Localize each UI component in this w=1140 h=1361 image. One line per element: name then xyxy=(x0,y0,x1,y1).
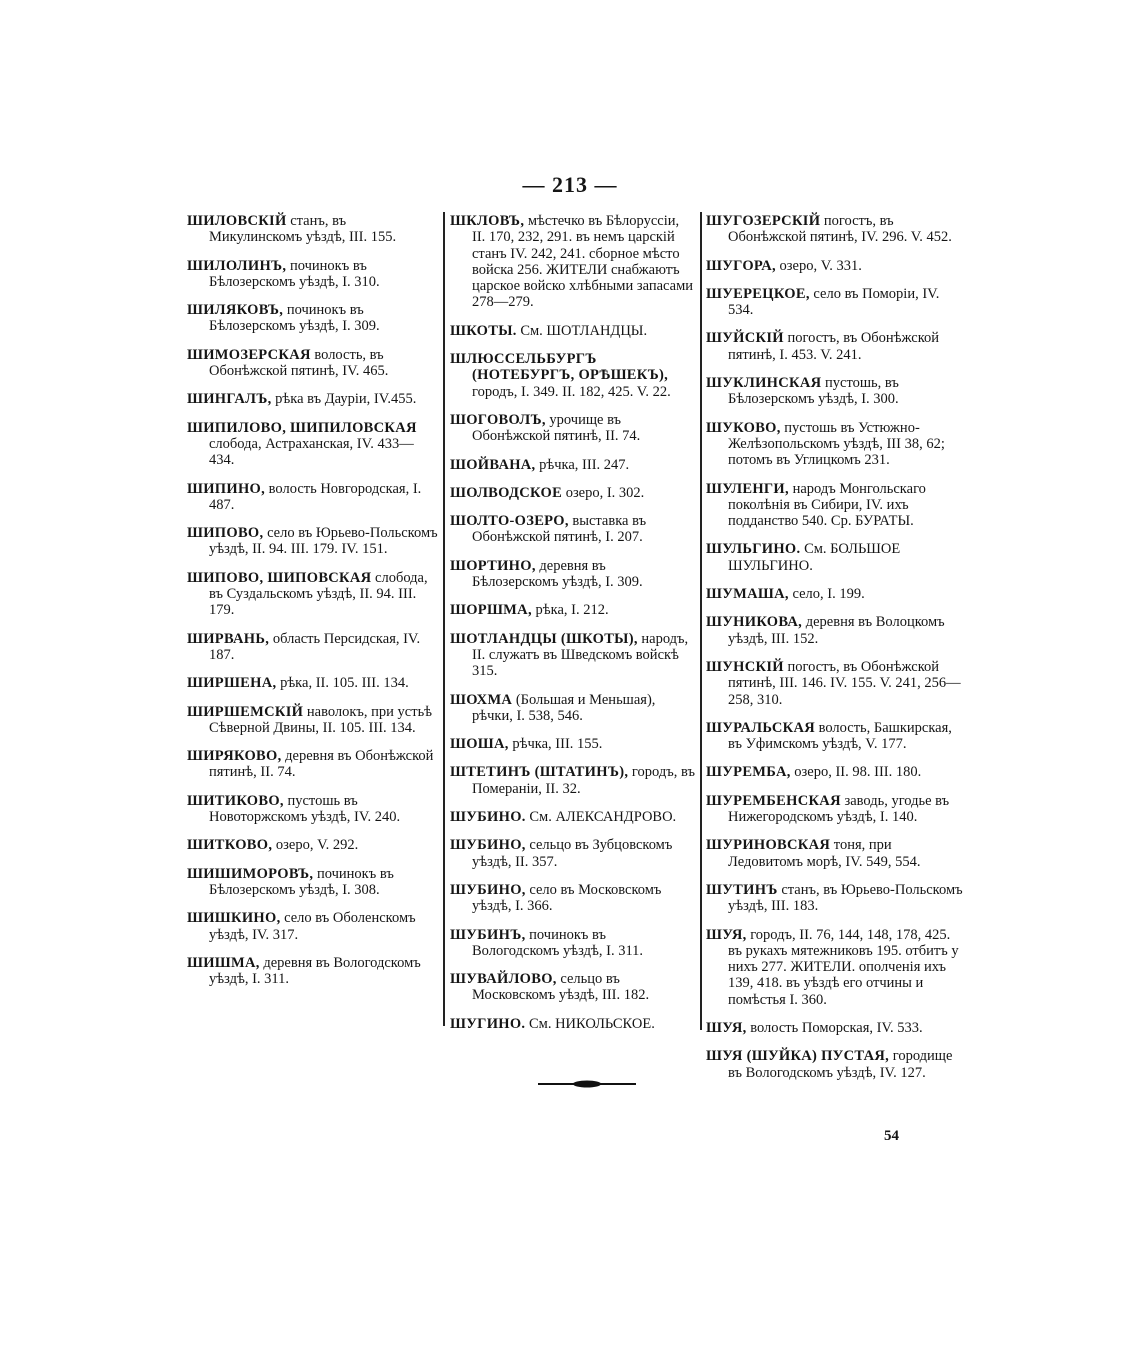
entry-headword: ШОРШМА, xyxy=(450,602,532,619)
entry-headword: ШУГОРА, xyxy=(706,257,776,274)
entry-text: См. АЛЕКСАНДРОВО. xyxy=(525,809,677,826)
index-entry xyxy=(706,882,966,915)
entry-headword: ШОРТИНО, xyxy=(450,557,536,574)
entry-headword: ШЛЮССЕЛЬБУРГЪ (НОТЕБУРГЪ, ОРѢШЕКЪ), xyxy=(450,351,669,384)
entry-headword: ШИЛОЛИНЪ, xyxy=(187,257,287,274)
index-entry xyxy=(187,793,439,826)
entry-headword: ШУБИНО, xyxy=(450,881,526,898)
entry-headword: ШИНГАЛЪ, xyxy=(187,391,272,408)
entry-headword: ШИРЯКОВО, xyxy=(187,748,282,765)
entry-text: село въ Юрьево-Польскомъ уѣздѣ, II. 94. III. 179. IV. 151. xyxy=(209,525,438,558)
entry-text: деревня въ Обонѣжской пятинѣ, II. 74. xyxy=(209,748,434,781)
index-entry xyxy=(450,323,695,339)
entry-text: волость, въ Обонѣжской пятинѣ, IV. 465. xyxy=(209,346,389,380)
entry-text: пустошь въ Устюжно-Желѣзопольскомъ уѣздѣ, III 38, 62; потомъ въ Углицкомъ 231. xyxy=(728,419,945,469)
index-entry xyxy=(187,837,439,853)
entry-text: рѣка въ Дауріи, IV.455. xyxy=(271,391,417,408)
entry-text: слобода, Астраханская, IV. 433—434. xyxy=(209,435,414,469)
entry-text: рѣка, II. 105. III. 134. xyxy=(276,675,409,692)
entry-text: починокъ въ Бѣлозерскомъ уѣздѣ, I. 310. xyxy=(209,257,380,290)
entry-headword: ШОХМА xyxy=(450,691,513,708)
entry-headword: ШУЛЕНГИ, xyxy=(706,480,789,497)
entry-headword: ШУЯ, xyxy=(706,1019,747,1036)
entry-headword: ШУРЕМБА, xyxy=(706,764,791,781)
index-entry xyxy=(706,1020,966,1036)
entry-headword: ШТЕТИНЪ (ШТАТИНЪ), xyxy=(450,764,629,781)
entry-text: волость, Башкирская, въ Уфимскомъ уѣздѣ, V. 177. xyxy=(728,719,952,753)
printer-signature: 54 xyxy=(884,1128,899,1144)
index-entry xyxy=(450,412,695,445)
entry-text: починокъ въ Бѣлозерскомъ уѣздѣ, I. 309. xyxy=(209,302,380,335)
entry-headword: ШОГОВОЛЪ, xyxy=(450,411,546,428)
index-entry xyxy=(706,837,966,870)
entry-headword: ШУБИНО. xyxy=(450,809,526,826)
entry-text: народъ Монгольскаго поколѣнія въ Сибири, IV. ихъ подданство 540. Ср. БУРАТЫ. xyxy=(728,480,926,530)
column-divider xyxy=(700,212,702,1030)
index-entry xyxy=(706,481,966,530)
index-entry xyxy=(706,764,966,780)
entry-text: городъ, въ Помераніи, II. 32. xyxy=(472,764,695,797)
index-entry xyxy=(450,692,695,725)
entry-text: городъ, II. 76, 144, 148, 178, 425. въ рукахъ мятежниковъ 195. отбитъ у нихъ 277. ЖИТЕЛИ. ополченія ихъ 139, 418. въ уѣздѣ его отчины и помѣстья I. 360. xyxy=(728,926,959,1008)
index-entry xyxy=(450,971,695,1004)
entry-headword: ШУРИНОВСКАЯ xyxy=(706,837,831,854)
entry-text: область Персидская, IV. 187. xyxy=(209,630,421,663)
index-entry xyxy=(706,793,966,826)
entry-text: (Большая и Меньшая), рѣчки, I. 538, 546. xyxy=(472,691,656,724)
entry-text: мѣстечко въ Бѣлоруссіи, II. 170, 232, 291. въ немъ царскій станъ IV. 242, 241. сборное мѣсто войска 256. ЖИТЕЛИ снабжаютъ царское войско хлѣбными запасами 278—279. xyxy=(472,213,694,311)
index-entry xyxy=(187,910,439,943)
entry-headword: ШУГИНО. xyxy=(450,1015,526,1032)
entry-headword: ШУГОЗЕРСКІЙ xyxy=(706,213,821,229)
entry-headword: ШУЯ (ШУЙКА) ПУСТАЯ, xyxy=(706,1048,890,1065)
entry-headword: ШУЕРЕЦКОЕ, xyxy=(706,285,810,302)
index-entry xyxy=(187,420,439,469)
index-entry xyxy=(706,420,966,469)
entry-headword: ШУКЛИНСКАЯ xyxy=(706,375,822,392)
index-entry xyxy=(450,213,695,311)
entry-text: погостъ, въ Обонѣжской пятинѣ, IV. 296. V. 452. xyxy=(728,213,952,246)
entry-text: починокъ въ Бѣлозерскомъ уѣздѣ, I. 308. xyxy=(209,865,394,898)
index-entry xyxy=(450,558,695,591)
entry-text: народъ, II. служатъ въ Шведскомъ войскѣ 315. xyxy=(472,630,689,680)
entry-text: деревня въ Вологодскомъ уѣздѣ, I. 311. xyxy=(209,954,421,988)
index-column-2 xyxy=(450,213,695,1044)
entry-headword: ШУБИНО, xyxy=(450,837,526,854)
entry-text: рѣка, I. 212. xyxy=(531,602,609,619)
page-number: — 213 — xyxy=(522,172,618,197)
entry-headword: ШУЙСКІЙ xyxy=(706,330,784,347)
index-entry xyxy=(450,736,695,752)
entry-headword: ШИПОВО, ШИПОВСКАЯ xyxy=(187,569,372,586)
index-entry xyxy=(450,631,695,680)
index-entry xyxy=(187,347,439,380)
entry-text: наволокъ, при устьѣ Сѣверной Двины, II. 105. III. 134. xyxy=(209,703,433,736)
entry-headword: ШУНСКІЙ xyxy=(706,658,784,675)
entry-headword: ШИРВАНЬ, xyxy=(187,630,270,647)
index-entry xyxy=(706,286,966,319)
index-entry xyxy=(450,809,695,825)
index-entry xyxy=(187,955,439,988)
column-divider xyxy=(443,212,445,1026)
index-entry xyxy=(187,481,439,514)
index-entry xyxy=(706,1048,966,1081)
entry-text: станъ, въ Микулинскомъ уѣздѣ, III. 155. xyxy=(209,213,397,246)
entry-text: урочище въ Обонѣжской пятинѣ, II. 74. xyxy=(472,411,641,445)
entry-text: село, I. 199. xyxy=(788,586,865,603)
entry-text: сельцо въ Зубцовскомъ уѣздѣ, II. 357. xyxy=(472,837,673,870)
index-entry xyxy=(450,513,695,546)
index-entry xyxy=(187,866,439,899)
entry-text: рѣчка, III. 155. xyxy=(508,736,603,753)
index-column-1 xyxy=(187,213,439,999)
index-entry xyxy=(450,882,695,915)
index-entry xyxy=(706,659,966,708)
entry-text: озеро, V. 292. xyxy=(272,837,359,854)
entry-headword: ШИРШЕНА, xyxy=(187,675,277,692)
index-entry xyxy=(706,720,966,753)
entry-text: тоня, при Ледовитомъ морѣ, IV. 549, 554. xyxy=(728,837,921,870)
index-entry xyxy=(450,485,695,501)
entry-headword: ШИШМА, xyxy=(187,954,260,971)
entry-headword: ШОЛТО-ОЗЕРО, xyxy=(450,513,569,530)
entry-headword: ШИЛОВСКІЙ xyxy=(187,213,287,229)
entry-headword: ШУБИНЪ, xyxy=(450,926,526,943)
index-entry xyxy=(187,391,439,407)
entry-text: рѣчка, III. 247. xyxy=(535,456,630,473)
entry-text: См. ШОТЛАНДЦЫ. xyxy=(516,322,648,339)
index-entry xyxy=(706,541,966,574)
entry-text: озеро, II. 98. III. 180. xyxy=(790,764,922,781)
entry-text: погостъ, въ Обонѣжской пятинѣ, III. 146. IV. 155. V. 241, 256—258, 310. xyxy=(728,658,961,708)
entry-headword: ШИПИНО, xyxy=(187,480,266,497)
index-entry xyxy=(187,525,439,558)
index-entry xyxy=(450,457,695,473)
index-entry xyxy=(450,602,695,618)
entry-headword: ШИРШЕМСКІЙ xyxy=(187,703,304,720)
entry-text: деревня въ Волоцкомъ уѣздѣ, III. 152. xyxy=(728,614,945,647)
entry-headword: ШУВАЙЛОВО, xyxy=(450,971,557,988)
index-entry xyxy=(187,302,439,335)
index-entry xyxy=(706,213,966,246)
entry-headword: ШУКОВО, xyxy=(706,419,781,436)
index-entry xyxy=(450,927,695,960)
index-entry xyxy=(706,586,966,602)
index-entry xyxy=(450,351,695,400)
entry-headword: ШИЛЯКОВЪ, xyxy=(187,302,284,319)
index-entry xyxy=(706,375,966,408)
entry-text: пустошь въ Новоторжскомъ уѣздѣ, IV. 240. xyxy=(209,792,401,826)
index-entry xyxy=(450,837,695,870)
index-entry xyxy=(187,675,439,691)
entry-text: озеро, I. 302. xyxy=(562,484,645,501)
index-entry xyxy=(450,1016,695,1032)
entry-text: село въ Оболенскомъ уѣздѣ, IV. 317. xyxy=(209,910,416,943)
entry-headword: ШИПИЛОВО, ШИПИЛОВСКАЯ xyxy=(187,419,417,436)
index-entry xyxy=(706,927,966,1008)
entry-headword: ШУТИНЪ xyxy=(706,881,778,898)
entry-headword: ШИТИКОВО, xyxy=(187,792,284,809)
entry-text: слобода, въ Суздальскомъ уѣздѣ, II. 94. III. 179. xyxy=(209,569,428,619)
entry-headword: ШУРЕМБЕНСКАЯ xyxy=(706,792,841,809)
entry-headword: ШУЯ, xyxy=(706,926,747,943)
entry-text: пустошь, въ Бѣлозерскомъ уѣздѣ, I. 300. xyxy=(728,375,899,408)
entry-headword: ШУЛЬГИНО. xyxy=(706,541,801,558)
entry-headword: ШИПОВО, xyxy=(187,525,264,542)
entry-headword: ШИТКОВО, xyxy=(187,837,273,854)
index-entry xyxy=(706,258,966,274)
entry-text: село въ Поморіи, IV. 534. xyxy=(728,285,940,319)
entry-text: село въ Московскомъ уѣздѣ, I. 366. xyxy=(472,881,662,915)
index-column-3 xyxy=(706,213,966,1093)
entry-text: городище въ Вологодскомъ уѣздѣ, IV. 127. xyxy=(728,1048,953,1081)
index-entry xyxy=(187,631,439,664)
entry-text: станъ, въ Юрьево-Польскомъ уѣздѣ, III. 183. xyxy=(728,881,963,915)
entry-headword: ШОТЛАНДЦЫ (ШКОТЫ), xyxy=(450,630,638,647)
index-entry xyxy=(187,213,439,246)
entry-text: См. НИКОЛЬСКОЕ. xyxy=(525,1015,655,1032)
index-entry xyxy=(706,330,966,363)
index-entry xyxy=(187,704,439,737)
entry-headword: ШКЛОВЪ, xyxy=(450,213,525,229)
entry-headword: ШИШИМОРОВЪ, xyxy=(187,865,314,882)
entry-text: озеро, V. 331. xyxy=(775,257,862,274)
index-entry xyxy=(187,570,439,619)
entry-text: погостъ, въ Обонѣжской пятинѣ, I. 453. V. 241. xyxy=(728,330,940,363)
entry-headword: ШОША, xyxy=(450,736,509,753)
entry-headword: ШУМАША, xyxy=(706,586,789,603)
entry-headword: ШКОТЫ. xyxy=(450,322,517,339)
index-entry xyxy=(187,748,439,781)
entry-text: выставка въ Обонѣжской пятинѣ, I. 207. xyxy=(472,513,647,546)
index-entry xyxy=(706,614,966,647)
entry-headword: ШУРАЛЬСКАЯ xyxy=(706,719,815,736)
entry-text: деревня въ Бѣлозерскомъ уѣздѣ, I. 309. xyxy=(472,557,643,591)
end-ornament xyxy=(538,1080,636,1088)
entry-text: сельцо въ Московскомъ уѣздѣ, III. 182. xyxy=(472,971,650,1004)
index-entry xyxy=(450,764,695,797)
entry-headword: ШОЙВАНА, xyxy=(450,456,536,473)
entry-text: городъ, I. 349. II. 182, 425. V. 22. xyxy=(472,383,671,400)
index-entry xyxy=(187,258,439,291)
entry-text: См. БОЛЬШОЕ ШУЛЬГИНО. xyxy=(728,541,901,574)
entry-headword: ШИШКИНО, xyxy=(187,910,281,927)
entry-text: волость Поморская, IV. 533. xyxy=(746,1019,923,1036)
entry-text: волость Новгородская, I. 487. xyxy=(209,480,422,513)
entry-headword: ШОЛВОДСКОЕ xyxy=(450,484,563,501)
entry-headword: ШИМОЗЕРСКАЯ xyxy=(187,346,311,363)
entry-text: заводь, угодье въ Нижегородскомъ уѣздѣ, I. 140. xyxy=(728,792,950,826)
entry-headword: ШУНИКОВА, xyxy=(706,614,803,631)
entry-text: починокъ въ Вологодскомъ уѣздѣ, I. 311. xyxy=(472,926,644,959)
